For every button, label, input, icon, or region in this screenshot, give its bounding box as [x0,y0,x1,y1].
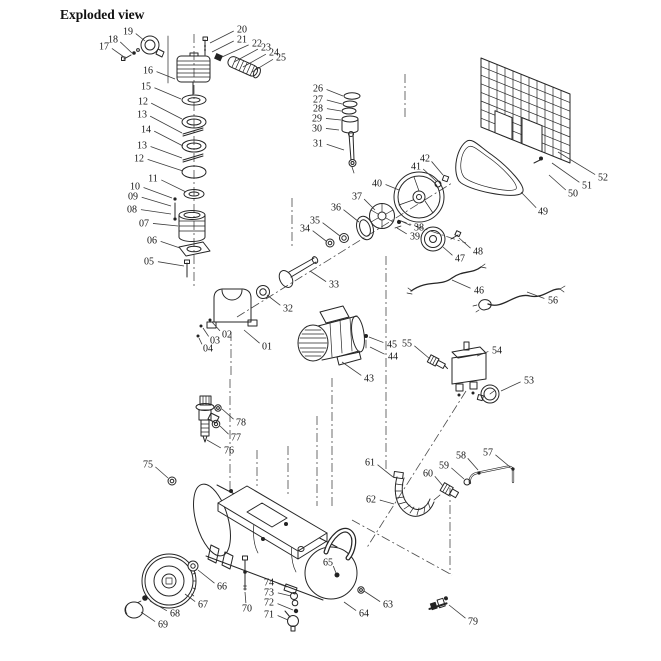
part-label-43-52: 43 [364,373,374,385]
leader-line-62-67 [380,500,394,504]
leader-line-50-41 [549,175,566,190]
outlet-pipe [440,467,515,499]
wheel-assembly [125,554,248,618]
leader-line-20-3 [210,31,234,43]
part-label-21-4: 21 [237,34,247,46]
part-label-12-11: 12 [138,96,148,108]
leader-line-57-63 [495,455,510,467]
leader-line-61-62 [378,465,393,477]
part-label-61-62: 61 [365,457,375,469]
leader-line-78-59 [222,409,234,419]
part-label-60-66: 60 [423,468,433,480]
part-label-08-19: 08 [127,204,137,216]
leader-line-44-55 [370,347,385,354]
part-label-11-16: 11 [148,173,158,185]
part-label-38-36: 38 [414,222,424,234]
v-belt [456,140,523,195]
leader-line-60-66 [435,476,443,486]
part-label-32-46: 32 [283,303,293,315]
leader-line-13-12 [150,116,182,133]
part-label-73-75: 73 [264,587,274,599]
leader-line-07-20 [153,223,178,226]
part-label-70-73: 70 [242,603,252,615]
leader-line-70-73 [245,592,246,603]
part-label-30-27: 30 [312,123,322,135]
part-label-44-55: 44 [388,351,398,363]
leader-line-76-61 [207,440,221,448]
leader-line-03-50 [203,328,209,336]
fan [370,204,395,229]
leader-line-13-14 [151,147,182,158]
leader-line-34-29 [313,231,326,241]
part-label-65-68: 65 [323,557,333,569]
part-label-75-58: 75 [143,459,153,471]
leader-line-39-37 [397,228,407,234]
leader-line-48-39 [459,238,471,248]
leader-line-55-54 [414,346,430,359]
part-label-26-23: 26 [313,83,323,95]
part-label-10-17: 10 [130,181,140,193]
leader-line-01-48 [244,330,260,343]
part-label-79-80: 79 [468,616,478,628]
leader-line-14-13 [154,131,183,146]
leader-line-73-75 [278,593,291,596]
part-label-66-69: 66 [217,581,227,593]
part-label-07-20: 07 [139,218,149,230]
leader-line-21-4 [212,41,234,52]
part-label-64-79: 64 [359,608,369,620]
part-label-74-74: 74 [264,577,274,589]
drain-valve [285,593,299,632]
pin-parts [173,197,176,220]
belt-guard [481,58,570,163]
part-label-28-25: 28 [313,103,323,115]
leader-line-15-10 [154,88,181,99]
part-label-45-53: 45 [387,339,397,351]
leader-line-59-65 [451,468,464,479]
leader-line-43-52 [342,362,361,375]
piston-group [342,93,360,173]
leader-line-12-11 [151,103,182,119]
leader-line-47-38 [443,247,452,255]
flywheel [394,172,449,228]
leader-line-51-42 [552,163,579,182]
part-label-78-59: 78 [236,417,246,429]
leader-line-04-51 [199,338,202,344]
cylinder [179,211,210,278]
part-label-48-39: 48 [473,246,483,258]
leader-line-49-40 [521,192,536,208]
leader-line-31-28 [327,144,344,150]
electric-motor [298,306,368,365]
leader-line-23-6 [234,49,258,62]
part-label-02-49: 02 [222,329,232,341]
leader-line-12-15 [148,159,183,171]
part-label-46-44: 46 [474,285,484,297]
part-label-23-6: 23 [261,42,271,54]
part-label-25-8: 25 [276,52,286,64]
leader-line-63-78 [364,591,380,602]
leader-line-53-57 [501,382,521,391]
leader-line-19-2 [136,34,145,41]
part-label-22-5: 22 [252,38,262,50]
part-label-18-1: 18 [108,34,118,46]
drawing [122,36,571,631]
part-label-52-43: 52 [598,172,608,184]
part-label-36-31: 36 [331,202,341,214]
leader-line-79-80 [449,605,466,618]
part-label-63-78: 63 [383,599,393,611]
part-label-55-54: 55 [402,338,412,350]
part-label-33-47: 33 [329,279,339,291]
part-label-39-37: 39 [410,231,420,243]
cables [407,264,565,312]
part-label-13-14: 13 [137,140,147,152]
leader-line-42-35 [432,161,443,175]
leader-line-46-44 [452,280,471,288]
crankshaft-group [257,214,377,298]
leader-line-26-23 [327,90,343,96]
leader-line-32-46 [267,295,280,305]
part-label-40-33: 40 [372,178,382,190]
leader-line-38-36 [401,221,410,225]
leader-line-33-47 [310,271,326,282]
leader-line-10-17 [144,188,172,198]
part-label-59-65: 59 [439,460,449,472]
part-label-57-63: 57 [483,447,493,459]
part-label-41-34: 41 [411,161,421,173]
leader-line-28-25 [327,109,341,111]
part-label-72-76: 72 [264,597,274,609]
leader-line-69-72 [141,612,155,622]
part-label-58-64: 58 [456,450,466,462]
part-label-13-12: 13 [137,109,147,121]
page-title: Exploded view [60,7,145,22]
leader-line-27-24 [327,100,342,104]
part-label-05-22: 05 [144,256,154,268]
leader-line-22-5 [222,45,249,57]
part-label-62-67: 62 [366,494,376,506]
part-label-31-28: 31 [313,138,323,150]
leader-line-36-31 [344,210,359,222]
part-label-67-70: 67 [198,599,208,611]
part-label-06-21: 06 [147,235,157,247]
leader-line-17-0 [112,48,124,57]
leader-line-37-32 [364,199,375,210]
leader-line-06-21 [161,241,180,248]
part-label-12-15: 12 [134,153,144,165]
part-label-01-48: 01 [262,341,272,353]
part-label-15-10: 15 [141,81,151,93]
leader-line-77-60 [220,426,229,434]
silencer [214,53,262,79]
leader-line-66-69 [198,570,215,583]
part-label-34-29: 34 [300,223,310,235]
part-label-19-2: 19 [123,26,133,38]
part-label-54-56: 54 [492,345,502,357]
safety-valve [168,396,221,485]
part-label-56-45: 56 [548,295,558,307]
leader-line-16-9 [157,72,175,79]
part-label-69-72: 69 [158,619,168,631]
part-label-47-38: 47 [455,253,465,265]
part-label-27-24: 27 [313,94,323,106]
part-label-49-40: 49 [538,206,548,218]
part-label-68-71: 68 [170,608,180,620]
part-label-04-51: 04 [203,343,213,355]
leader-line-35-30 [323,223,340,236]
leader-line-72-76 [278,604,293,610]
part-label-14-13: 14 [141,124,151,136]
part-label-29-26: 29 [312,113,322,125]
part-label-20-3: 20 [237,24,247,36]
part-label-24-7: 24 [269,47,279,59]
part-label-42-35: 42 [420,153,430,165]
part-label-37-32: 37 [352,191,362,203]
part-label-03-50: 03 [210,335,220,347]
tank-fitting [427,596,450,611]
leader-line-18-1 [120,42,132,53]
cylinder-head [177,37,210,95]
leader-line-08-19 [141,210,171,214]
leader-line-64-79 [344,602,356,611]
part-label-71-77: 71 [264,609,274,621]
part-label-76-61: 76 [224,445,234,457]
part-label-16-9: 16 [143,65,153,77]
leader-line-11-16 [161,180,186,192]
leader-line-30-27 [326,128,339,130]
part-label-17-0: 17 [99,41,109,53]
leader-line-71-77 [278,616,288,620]
part-label-77-60: 77 [231,432,241,444]
leader-line-29-26 [326,118,341,120]
part-label-50-41: 50 [568,188,578,200]
part-label-51-42: 51 [582,180,592,192]
leader-line-58-64 [468,458,478,470]
leader-line-05-22 [158,262,184,266]
part-label-35-30: 35 [310,215,320,227]
part-label-53-57: 53 [524,375,534,387]
leader-line-75-58 [155,467,168,478]
part-label-09-18: 09 [128,191,138,203]
leader-line-45-53 [369,337,383,343]
leader-line-09-18 [142,197,171,206]
